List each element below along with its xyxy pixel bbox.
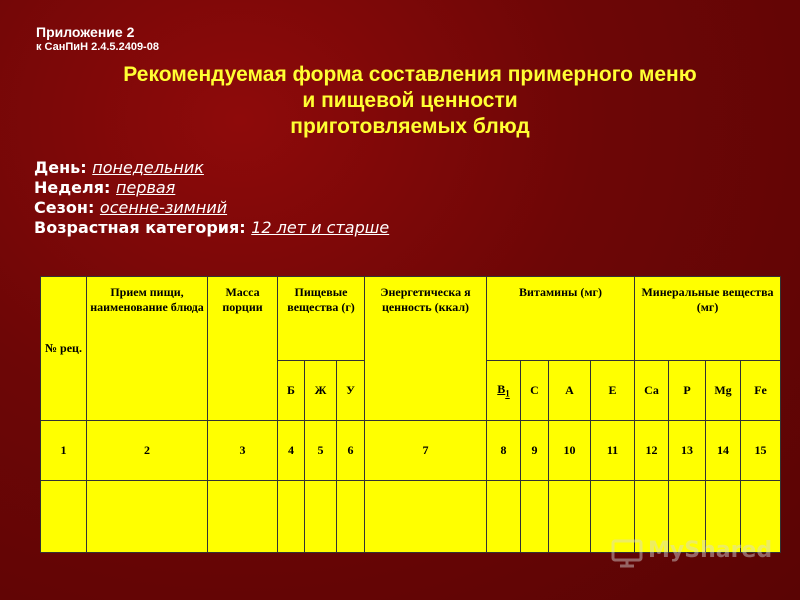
- col-number: 10: [549, 421, 591, 481]
- col-number: 2: [87, 421, 208, 481]
- col-number: 8: [487, 421, 521, 481]
- meta-day-label: День: [34, 158, 81, 177]
- header-vitamins: Витамины (мг): [487, 277, 635, 361]
- meta-day-sep: :: [80, 158, 93, 177]
- header-minerals: Минеральные вещества (мг): [635, 277, 781, 361]
- data-cell: [87, 481, 208, 553]
- data-cell: [208, 481, 278, 553]
- meta-season-value: осенне-зимний: [99, 198, 228, 217]
- subheader-zh: Ж: [305, 361, 337, 421]
- meta-day: [34, 158, 389, 178]
- subheader-c: С: [521, 361, 549, 421]
- header-mass: Масса порции: [208, 277, 278, 421]
- meta-age-value: 12 лет и старше: [251, 218, 390, 237]
- title-line-3: приготовляемых блюд: [290, 115, 530, 138]
- header-rec: № рец.: [41, 277, 87, 421]
- col-number: 12: [635, 421, 669, 481]
- title-line-1: Рекомендуемая форма составления примерного меню: [123, 63, 697, 86]
- subheader-p: Р: [669, 361, 706, 421]
- subheader-ca: Са: [635, 361, 669, 421]
- menu-table: [40, 276, 781, 553]
- appendix-reference: к СанПиН 2.4.5.2409-08: [36, 40, 159, 53]
- presentation-icon: [610, 536, 646, 568]
- col-number: 3: [208, 421, 278, 481]
- meta-age-label: Возрастная категория: [34, 218, 240, 237]
- col-number: 7: [365, 421, 487, 481]
- data-cell: [521, 481, 549, 553]
- col-number: 15: [741, 421, 781, 481]
- meta-week-sep: :: [104, 178, 116, 197]
- col-number: 11: [591, 421, 635, 481]
- meta-age-sep: :: [239, 218, 252, 237]
- appendix-title: Приложение 2: [36, 24, 135, 40]
- col-number: 9: [521, 421, 549, 481]
- watermark: [610, 536, 773, 572]
- meta-week: [34, 178, 389, 198]
- meta-season-sep: :: [87, 198, 100, 217]
- col-number: 4: [278, 421, 305, 481]
- meta-day-value: понедельник: [92, 158, 204, 177]
- meta-week-label: Неделя: [34, 178, 105, 197]
- subheader-b1: [487, 361, 521, 421]
- header-energy: Энергетическа я ценность (ккал): [365, 277, 487, 421]
- meta-season-label: Сезон: [34, 198, 88, 217]
- data-cell: [337, 481, 365, 553]
- data-cell: [549, 481, 591, 553]
- subheader-fe: Fe: [741, 361, 781, 421]
- col-number: 13: [669, 421, 706, 481]
- col-number: 6: [337, 421, 365, 481]
- column-number-row: [41, 421, 781, 481]
- data-cell: [487, 481, 521, 553]
- meta-week-value: первая: [115, 178, 176, 197]
- meta-season: [34, 198, 389, 218]
- subheader-b1-main: В: [497, 382, 506, 397]
- data-cell: [305, 481, 337, 553]
- subheader-b: Б: [278, 361, 305, 421]
- col-number: 5: [305, 421, 337, 481]
- appendix-note: [36, 24, 159, 54]
- subheader-b1-sub: 1: [505, 388, 510, 399]
- meta-age: [34, 218, 389, 238]
- col-number: 1: [41, 421, 87, 481]
- col-number: 14: [706, 421, 741, 481]
- header-meal: Прием пищи, наименование блюда: [87, 277, 208, 421]
- page-title: [40, 62, 780, 140]
- subheader-mg: Mg: [706, 361, 741, 421]
- menu-meta: [34, 158, 389, 238]
- header-nutrients: Пищевые вещества (г): [278, 277, 365, 361]
- data-cell: [41, 481, 87, 553]
- title-line-2: и пищевой ценности: [302, 89, 518, 112]
- subheader-e: Е: [591, 361, 635, 421]
- data-cell: [278, 481, 305, 553]
- watermark-text: MyShared: [648, 538, 773, 563]
- subheader-a: А: [549, 361, 591, 421]
- data-cell: [365, 481, 487, 553]
- subheader-u: У: [337, 361, 365, 421]
